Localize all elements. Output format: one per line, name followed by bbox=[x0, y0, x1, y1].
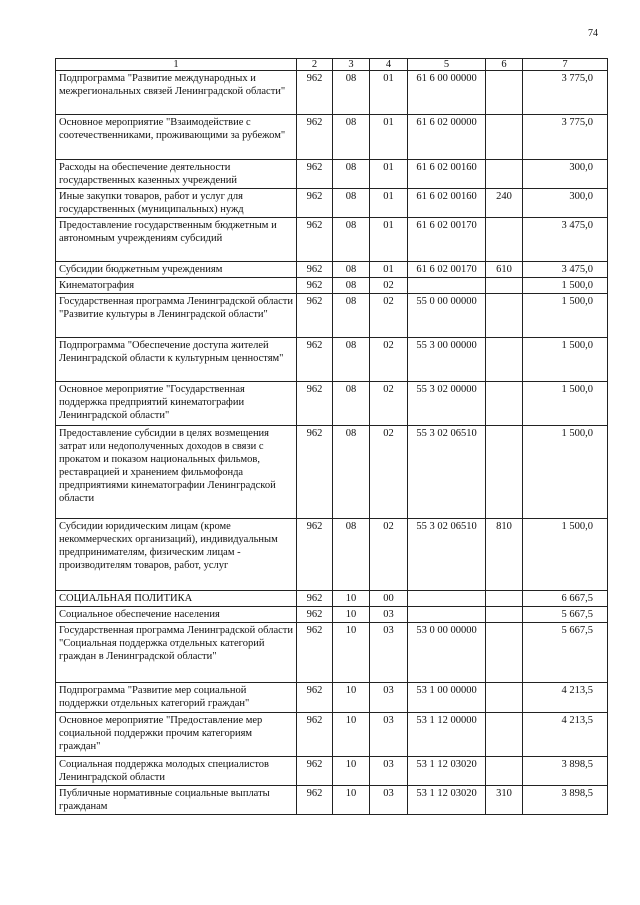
row-code-2: 962 bbox=[297, 71, 333, 115]
row-code-5: 55 3 02 06510 bbox=[408, 426, 486, 519]
row-code-6 bbox=[486, 713, 523, 757]
row-code-3: 08 bbox=[333, 115, 370, 160]
row-code-3: 08 bbox=[333, 426, 370, 519]
table-row bbox=[56, 294, 608, 338]
row-name: СОЦИАЛЬНАЯ ПОЛИТИКА bbox=[56, 591, 297, 607]
row-code-4: 03 bbox=[370, 607, 408, 623]
row-name: Государственная программа Ленинградской области "Социальная поддержка отдельных категорий граждан в Ленинградской области" bbox=[56, 623, 297, 683]
row-name: Подпрограмма "Развитие международных и межрегиональных связей Ленинградской области" bbox=[56, 71, 297, 115]
table-row bbox=[56, 426, 608, 519]
row-name: Государственная программа Ленинградской области "Развитие культуры в Ленинградской области" bbox=[56, 294, 297, 338]
row-name: Социальная поддержка молодых специалистов Ленинградской области bbox=[56, 757, 297, 786]
row-amount: 3 898,5 bbox=[523, 757, 608, 786]
row-code-6 bbox=[486, 623, 523, 683]
row-code-3: 08 bbox=[333, 218, 370, 262]
row-code-3: 08 bbox=[333, 519, 370, 591]
row-code-4: 03 bbox=[370, 683, 408, 713]
row-name: Предоставление государственным бюджетным и автономным учреждениям субсидий bbox=[56, 218, 297, 262]
row-amount: 6 667,5 bbox=[523, 591, 608, 607]
table-row bbox=[56, 382, 608, 426]
row-name: Основное мероприятие "Взаимодействие с соотечественниками, проживающими за рубежом" bbox=[56, 115, 297, 160]
budget-table bbox=[55, 58, 608, 815]
column-header: 2 bbox=[297, 59, 333, 71]
row-code-6 bbox=[486, 683, 523, 713]
row-code-3: 08 bbox=[333, 189, 370, 218]
row-code-5: 61 6 02 00000 bbox=[408, 115, 486, 160]
table-row bbox=[56, 189, 608, 218]
table-header-row bbox=[56, 59, 608, 71]
row-name: Иные закупки товаров, работ и услуг для государственных (муниципальных) нужд bbox=[56, 189, 297, 218]
row-code-3: 10 bbox=[333, 623, 370, 683]
row-code-6: 610 bbox=[486, 262, 523, 278]
row-code-2: 962 bbox=[297, 519, 333, 591]
row-code-6: 240 bbox=[486, 189, 523, 218]
row-amount: 4 213,5 bbox=[523, 683, 608, 713]
row-amount: 1 500,0 bbox=[523, 294, 608, 338]
row-amount: 5 667,5 bbox=[523, 623, 608, 683]
row-code-2: 962 bbox=[297, 338, 333, 382]
row-code-5 bbox=[408, 278, 486, 294]
row-amount: 3 475,0 bbox=[523, 262, 608, 278]
row-code-4: 02 bbox=[370, 338, 408, 382]
row-code-2: 962 bbox=[297, 218, 333, 262]
row-code-4: 01 bbox=[370, 115, 408, 160]
row-code-5: 61 6 02 00160 bbox=[408, 160, 486, 189]
row-code-4: 02 bbox=[370, 294, 408, 338]
table-row bbox=[56, 591, 608, 607]
row-code-5 bbox=[408, 591, 486, 607]
row-code-4: 02 bbox=[370, 426, 408, 519]
row-name: Субсидии юридическим лицам (кроме некоммерческих организаций), индивидуальным предпринимателям, физическим лицам - производителям товаров, работ, услуг bbox=[56, 519, 297, 591]
table-row bbox=[56, 683, 608, 713]
column-header: 1 bbox=[56, 59, 297, 71]
table-row bbox=[56, 786, 608, 815]
row-code-3: 10 bbox=[333, 786, 370, 815]
row-code-2: 962 bbox=[297, 426, 333, 519]
row-code-5: 55 3 02 06510 bbox=[408, 519, 486, 591]
row-name: Основное мероприятие "Предоставление мер социальной поддержки прочим категориям граждан" bbox=[56, 713, 297, 757]
row-code-4: 01 bbox=[370, 218, 408, 262]
row-code-4: 00 bbox=[370, 591, 408, 607]
row-code-3: 08 bbox=[333, 338, 370, 382]
row-amount: 1 500,0 bbox=[523, 338, 608, 382]
row-code-2: 962 bbox=[297, 294, 333, 338]
page-number: 74 bbox=[588, 28, 598, 39]
table-row bbox=[56, 160, 608, 189]
table-row bbox=[56, 115, 608, 160]
row-amount: 3 775,0 bbox=[523, 115, 608, 160]
row-code-5: 61 6 02 00170 bbox=[408, 218, 486, 262]
row-code-6 bbox=[486, 71, 523, 115]
row-code-3: 08 bbox=[333, 294, 370, 338]
row-code-3: 10 bbox=[333, 713, 370, 757]
row-code-6 bbox=[486, 160, 523, 189]
row-amount: 1 500,0 bbox=[523, 426, 608, 519]
table-row bbox=[56, 623, 608, 683]
row-name: Социальное обеспечение населения bbox=[56, 607, 297, 623]
row-amount: 300,0 bbox=[523, 189, 608, 218]
row-code-6 bbox=[486, 757, 523, 786]
row-name: Подпрограмма "Обеспечение доступа жителей Ленинградской области к культурным ценностям" bbox=[56, 338, 297, 382]
row-name: Субсидии бюджетным учреждениям bbox=[56, 262, 297, 278]
row-amount: 1 500,0 bbox=[523, 278, 608, 294]
row-code-4: 02 bbox=[370, 519, 408, 591]
row-code-4: 01 bbox=[370, 71, 408, 115]
row-code-3: 08 bbox=[333, 160, 370, 189]
table-row bbox=[56, 607, 608, 623]
column-header: 3 bbox=[333, 59, 370, 71]
row-code-6 bbox=[486, 607, 523, 623]
column-header: 6 bbox=[486, 59, 523, 71]
row-amount: 1 500,0 bbox=[523, 382, 608, 426]
row-code-5: 53 1 12 03020 bbox=[408, 786, 486, 815]
row-code-3: 10 bbox=[333, 757, 370, 786]
row-code-2: 962 bbox=[297, 115, 333, 160]
row-amount: 3 775,0 bbox=[523, 71, 608, 115]
row-name: Предоставление субсидии в целях возмещения затрат или недополученных доходов в связи с прокатом и показом национальных фильмов, реставрацией и хранением фильмофонда предприятиями кинематографии Ленинградской области bbox=[56, 426, 297, 519]
row-amount: 3 475,0 bbox=[523, 218, 608, 262]
row-code-2: 962 bbox=[297, 683, 333, 713]
table-row bbox=[56, 519, 608, 591]
row-amount: 3 898,5 bbox=[523, 786, 608, 815]
row-code-2: 962 bbox=[297, 786, 333, 815]
row-code-5: 53 1 12 00000 bbox=[408, 713, 486, 757]
row-code-3: 10 bbox=[333, 607, 370, 623]
row-code-6 bbox=[486, 278, 523, 294]
table-row bbox=[56, 218, 608, 262]
row-code-4: 01 bbox=[370, 160, 408, 189]
row-code-3: 10 bbox=[333, 591, 370, 607]
row-code-6: 310 bbox=[486, 786, 523, 815]
row-code-5: 55 0 00 00000 bbox=[408, 294, 486, 338]
row-code-6 bbox=[486, 218, 523, 262]
row-code-6: 810 bbox=[486, 519, 523, 591]
row-code-6 bbox=[486, 294, 523, 338]
column-header: 4 bbox=[370, 59, 408, 71]
row-code-2: 962 bbox=[297, 607, 333, 623]
row-code-6 bbox=[486, 115, 523, 160]
row-name: Расходы на обеспечение деятельности государственных казенных учреждений bbox=[56, 160, 297, 189]
row-code-5: 61 6 00 00000 bbox=[408, 71, 486, 115]
row-code-3: 08 bbox=[333, 262, 370, 278]
row-code-4: 01 bbox=[370, 189, 408, 218]
table-row bbox=[56, 278, 608, 294]
row-amount: 300,0 bbox=[523, 160, 608, 189]
row-code-2: 962 bbox=[297, 262, 333, 278]
row-code-2: 962 bbox=[297, 757, 333, 786]
row-code-5 bbox=[408, 607, 486, 623]
row-code-2: 962 bbox=[297, 623, 333, 683]
row-code-4: 03 bbox=[370, 623, 408, 683]
row-code-2: 962 bbox=[297, 713, 333, 757]
column-header: 5 bbox=[408, 59, 486, 71]
row-name: Подпрограмма "Развитие мер социальной поддержки отдельных категорий граждан" bbox=[56, 683, 297, 713]
row-code-5: 55 3 02 00000 bbox=[408, 382, 486, 426]
row-name: Основное мероприятие "Государственная поддержка предприятий кинематографии Ленинградской области" bbox=[56, 382, 297, 426]
row-code-4: 02 bbox=[370, 382, 408, 426]
column-header: 7 bbox=[523, 59, 608, 71]
row-code-5: 53 0 00 00000 bbox=[408, 623, 486, 683]
row-code-2: 962 bbox=[297, 278, 333, 294]
table-row bbox=[56, 713, 608, 757]
row-code-2: 962 bbox=[297, 189, 333, 218]
row-amount: 1 500,0 bbox=[523, 519, 608, 591]
table-row bbox=[56, 757, 608, 786]
row-code-6 bbox=[486, 338, 523, 382]
row-code-4: 01 bbox=[370, 262, 408, 278]
row-code-5: 53 1 12 03020 bbox=[408, 757, 486, 786]
row-code-4: 03 bbox=[370, 786, 408, 815]
row-code-2: 962 bbox=[297, 591, 333, 607]
row-name: Публичные нормативные социальные выплаты гражданам bbox=[56, 786, 297, 815]
row-amount: 4 213,5 bbox=[523, 713, 608, 757]
row-code-5: 61 6 02 00170 bbox=[408, 262, 486, 278]
row-code-3: 10 bbox=[333, 683, 370, 713]
row-code-6 bbox=[486, 591, 523, 607]
row-code-5: 55 3 00 00000 bbox=[408, 338, 486, 382]
row-code-3: 08 bbox=[333, 382, 370, 426]
row-code-3: 08 bbox=[333, 278, 370, 294]
row-code-6 bbox=[486, 382, 523, 426]
table-body bbox=[56, 71, 608, 815]
row-code-6 bbox=[486, 426, 523, 519]
row-code-5: 61 6 02 00160 bbox=[408, 189, 486, 218]
row-code-4: 03 bbox=[370, 757, 408, 786]
table-row bbox=[56, 338, 608, 382]
row-name: Кинематография bbox=[56, 278, 297, 294]
table-row bbox=[56, 262, 608, 278]
row-code-2: 962 bbox=[297, 382, 333, 426]
row-code-2: 962 bbox=[297, 160, 333, 189]
row-code-4: 03 bbox=[370, 713, 408, 757]
row-code-3: 08 bbox=[333, 71, 370, 115]
row-code-4: 02 bbox=[370, 278, 408, 294]
row-code-5: 53 1 00 00000 bbox=[408, 683, 486, 713]
row-amount: 5 667,5 bbox=[523, 607, 608, 623]
table-row bbox=[56, 71, 608, 115]
